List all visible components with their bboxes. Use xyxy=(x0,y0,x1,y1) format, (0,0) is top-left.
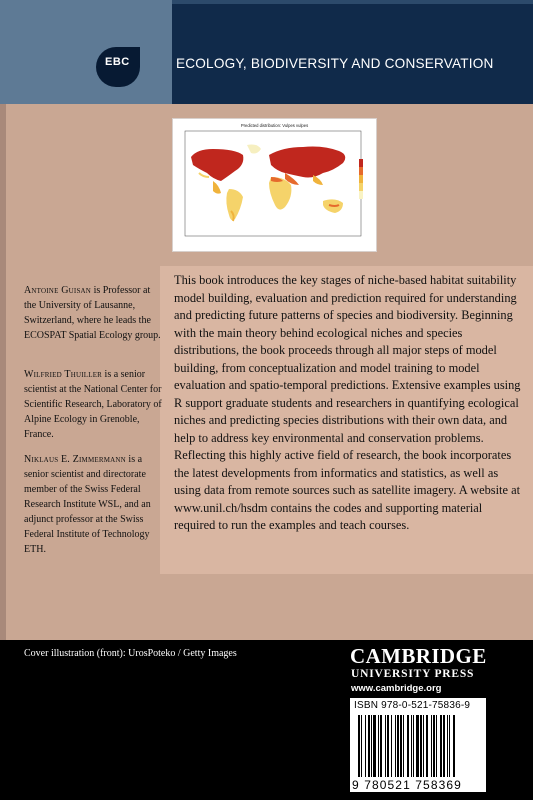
author-name-3: Niklaus E. Zimmermann xyxy=(24,454,126,465)
author-name-2: Wilfried Thuiller xyxy=(24,369,103,380)
spine-edge xyxy=(0,104,6,640)
ean-digits: 9 780521 758369 xyxy=(352,778,462,792)
publisher-name: CAMBRIDGE xyxy=(350,644,487,668)
world-map-plot xyxy=(173,119,376,251)
author-bio-text-3: is a senior scientist and directorate member of the Swiss Federal Research Institute WSL, and an adjunct professor at the Swiss Federal Institute of Technology ETH. xyxy=(24,454,151,555)
distribution-map-figure xyxy=(172,118,377,252)
series-band xyxy=(0,0,533,104)
author-bio-text-1: is Professor at the University of Lausanne, Switzerland, where he leads the ECOSPAT Spatial Ecology group. xyxy=(24,285,161,341)
publisher-url: www.cambridge.org xyxy=(351,683,442,694)
cover-credit: Cover illustration (front): UrosPoteko / Getty Images xyxy=(24,648,237,659)
publisher-press: UNIVERSITY PRESS xyxy=(351,668,475,680)
author-bio-3 xyxy=(24,452,164,557)
author-bio-text-2: is a senior scientist at the National Center for Scientific Research, Laboratory of Alpine Ecology in Grenoble, France. xyxy=(24,369,162,440)
isbn-label: ISBN 978-0-521-75836-9 xyxy=(354,700,471,711)
barcode-box xyxy=(350,698,486,792)
book-description: This book introduces the key stages of niche-based habitat suitability model building, evaluation and prediction required for understanding and predicting future patterns of species and biodiversity. Beginning with the main theory behind ecological niches and species distributions, the book proceeds through all major steps of model building, from conceptualization and model training to model evaluation and spatio-temporal predictions. Extensive examples using R support graduate students and researchers in quantifying ecological niches and predicting species distributions with their own data, and help to address key environmental and conservation problems. Reflecting this highly active field of research, the book incorporates the latest developments from informatics and statistics, as well as using data from remote sources such as satellite imagery. A website at www.unil.ch/hsdm contains the codes and supporting material required to run the examples and teach courses. xyxy=(174,273,521,532)
series-band-left xyxy=(0,0,172,104)
author-bio-2 xyxy=(24,367,164,442)
series-band-right xyxy=(172,0,533,104)
barcode-icon xyxy=(350,713,486,779)
series-badge-label: EBC xyxy=(105,56,130,68)
figure-title: Predicted distribution: Vulpes vulpes xyxy=(240,123,309,128)
series-title: ECOLOGY, BIODIVERSITY AND CONSERVATION xyxy=(176,56,494,71)
author-bio-1 xyxy=(24,283,164,343)
author-name-1: Antoine Guisan xyxy=(24,285,92,296)
